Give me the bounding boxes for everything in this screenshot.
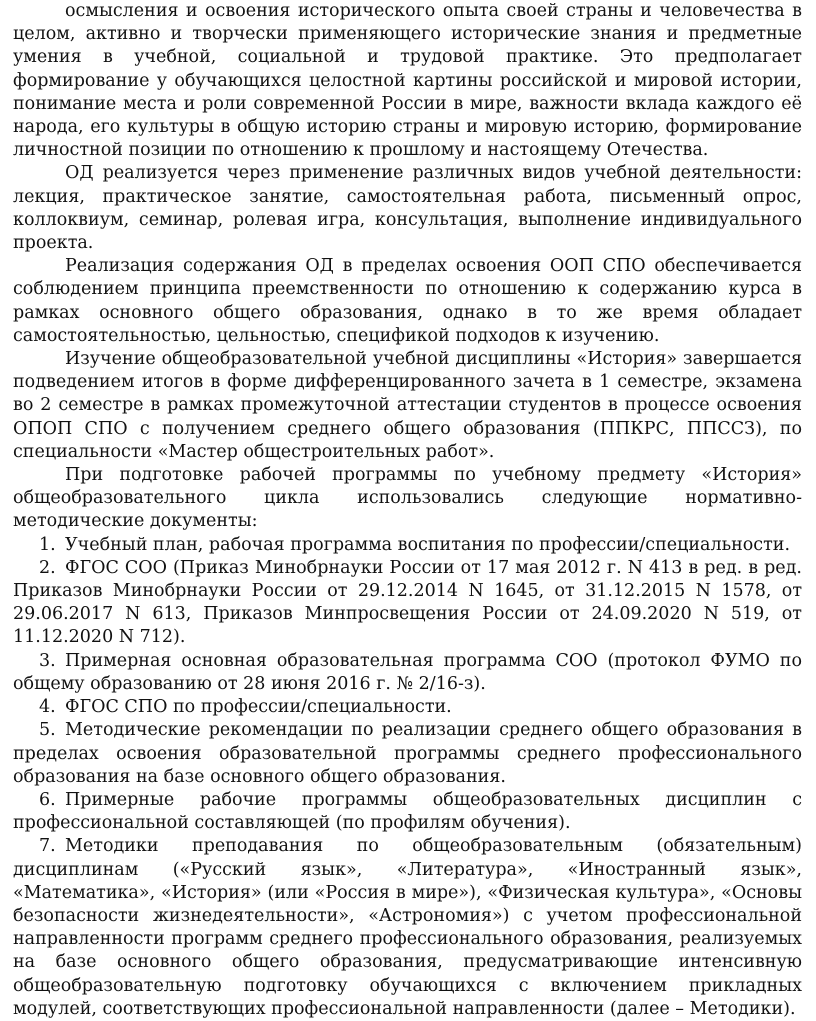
- list-item-text: ФГОС СОО (Приказ Минобрнауки России от 17 мая 2012 г. N 413 в ред. в ред. Приказов Минобрнауки России от 29.12.2014 N 1645, от 31.12.2015 N 1578, от 29.06.2017 N 613, Приказов Минпросвещения России от 24.09.2020 N 519, от 11.12.2020 N 712).: [13, 557, 802, 648]
- list-item: [13, 557, 802, 650]
- list-item-text: Учебный план, рабочая программа воспитания по профессии/специальности.: [65, 534, 791, 555]
- paragraph-implementation: Реализация содержания ОД в пределах освоения ООП СПО обеспечивается соблюдением принципа преемственности по отношению к содержанию курса в рамках основного общего образования, однако в то же время обладает самостоятельностью, цельностью, спецификой подходов к изучению.: [13, 256, 802, 346]
- list-item-text: Методические рекомендации по реализации среднего общего образования в пределах освоения образовательной программы среднего профессионального образования на базе основного общего образования.: [13, 720, 802, 787]
- list-item: [13, 534, 802, 557]
- list-item: [13, 650, 802, 696]
- list-item: [13, 719, 802, 789]
- list-item-number: 7.: [39, 836, 56, 857]
- list-item-text: ФГОС СПО по профессии/специальности.: [65, 697, 452, 718]
- list-item-text: Примерная основная образовательная программа СОО (протокол ФУМО по общему образованию от 28 июня 2016 г. № 2/16-з).: [13, 650, 802, 694]
- paragraph-continuation: осмысления и освоения исторического опыта своей страны и человечества в целом, активно и творчески применяющего исторические знания и предметные умения в учебной, социальной и трудовой практике. Это предполагает формирование у обучающихся целостной картины российской и мировой истории, понимание места и роли современной России в мире, важности вклада каждого её народа, его культуры в общую историю страны и мировую историю, формирование личностной позиции по отношению к прошлому и настоящему Отечества.: [13, 1, 802, 161]
- list-item-text: Примерные рабочие программы общеобразовательных дисциплин с профессиональной составляющей (по профилям обучения).: [13, 789, 802, 834]
- paragraph-assessment: Изучение общеобразовательной учебной дисциплины «История» завершается подведением итогов в форме дифференцированного зачета в 1 семестре, экзамена во 2 семестре в рамках промежуточной аттестации студентов в процессе освоения ОПОП СПО с получением среднего общего образования (ППКРС, ППССЗ), по специальности «Мастер общестроительных работ».: [13, 349, 802, 462]
- list-item-number: 1.: [39, 534, 56, 555]
- list-item: [13, 696, 802, 719]
- list-item: [13, 835, 802, 1021]
- list-item-number: 5.: [39, 720, 56, 741]
- paragraph-activities: ОД реализуется через применение различных видов учебной деятельности: лекция, практическое занятие, самостоятельная работа, письменный опрос, коллоквиум, семинар, ролевая игра, консультация, выполнение индивидуального проекта.: [13, 163, 802, 254]
- list-item: [13, 789, 802, 835]
- paragraph-documents-intro: При подготовке рабочей программы по учебному предмету «История» общеобразовательного цикла использовались следующие нормативно-методические документы:: [13, 465, 802, 532]
- list-item-text: Методики преподавания по общеобразовательным (обязательным) дисциплинам («Русский язык», «Литература», «Иностранный язык», «Математика», «История» (или «Россия в мире»), «Физическая культура», «Основы безопасности жизнедеятельности», «Астрономия») с учетом профессиональной направленности программ среднего профессионального образования, реализуемых на базе основного общего образования, предусматривающие интенсивную общеобразовательную подготовку обучающихся с включением прикладных модулей, соответствующих профессиональной направленности (далее – Методики).: [13, 836, 802, 1019]
- list-item-number: 3.: [39, 650, 56, 671]
- list-item-number: 4.: [39, 697, 56, 718]
- list-item-number: 2.: [39, 557, 56, 578]
- list-item-number: 6.: [39, 789, 56, 810]
